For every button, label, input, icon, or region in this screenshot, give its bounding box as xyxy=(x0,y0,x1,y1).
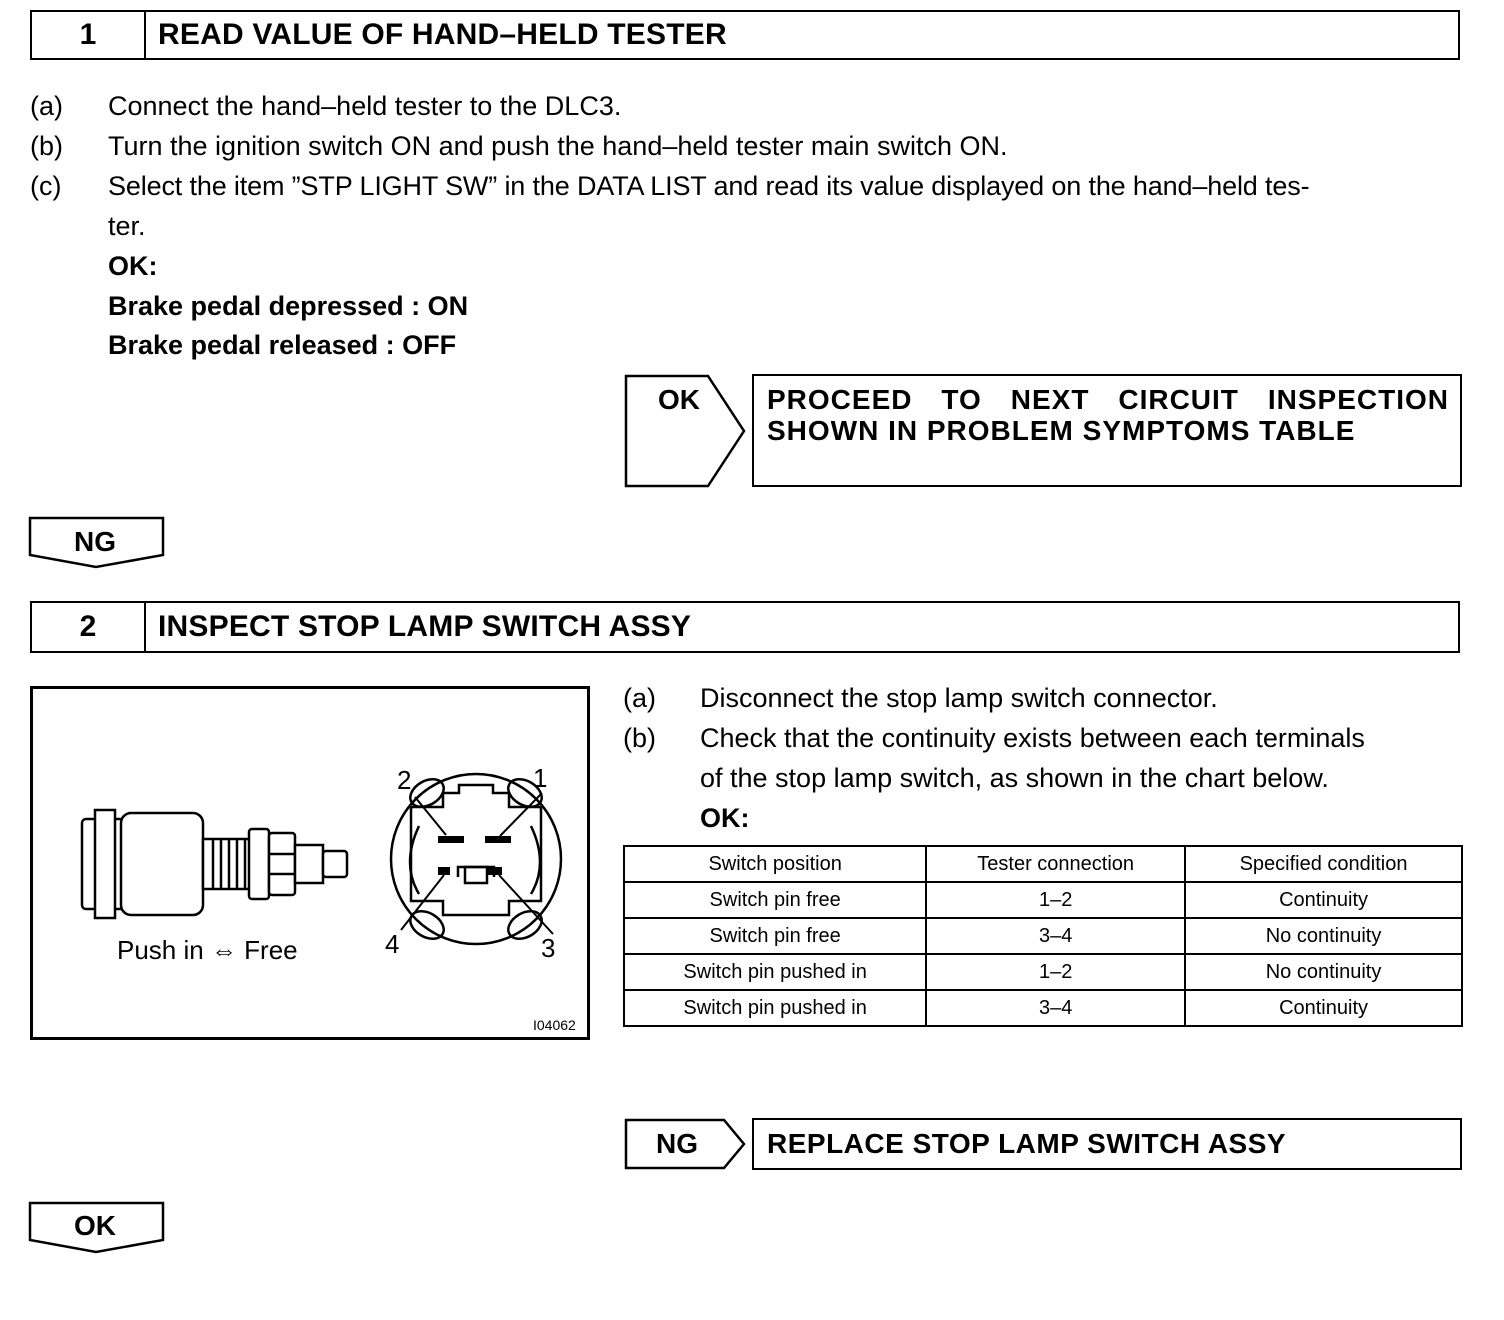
step-1-item-a-label: (a) xyxy=(30,91,63,121)
stop-lamp-switch-illustration xyxy=(33,689,587,1037)
table-cell: 3–4 xyxy=(926,918,1185,954)
table-cell: Continuity xyxy=(1185,990,1462,1026)
step-1-item-b-text: Turn the ignition switch ON and push the hand–held tester main switch ON. xyxy=(108,131,1008,161)
pin-2-label: 2 xyxy=(397,765,412,795)
step-1-item-c-text-cont: ter. xyxy=(108,211,146,241)
step-2-item-a-label: (a) xyxy=(623,683,656,713)
pin-3-label: 3 xyxy=(541,933,556,963)
continuity-table xyxy=(623,845,1463,1027)
step-2-item-b-label: (b) xyxy=(623,723,656,753)
table-cell: Switch pin pushed in xyxy=(624,954,926,990)
step-2-item-b-text: Check that the continuity exists between each terminals xyxy=(700,723,1365,753)
table-header: Tester connection xyxy=(926,846,1185,882)
pin-4-label: 4 xyxy=(385,929,400,959)
ok-result-box xyxy=(752,374,1462,487)
table-header: Specified condition xyxy=(1185,846,1462,882)
step-2-header xyxy=(30,601,1460,653)
stop-lamp-switch-figure xyxy=(30,686,590,1040)
step-1-title: READ VALUE OF HAND–HELD TESTER xyxy=(158,18,727,51)
step-2-item-b-text-cont: of the stop lamp switch, as shown in the chart below. xyxy=(700,763,1329,793)
table-cell: Switch pin free xyxy=(624,882,926,918)
table-cell: 3–4 xyxy=(926,990,1185,1026)
step-1-item-c-text: Select the item ”STP LIGHT SW” in the DATA LIST and read its value displayed on the hand–held tes- xyxy=(108,171,1310,201)
step-2-title: INSPECT STOP LAMP SWITCH ASSY xyxy=(158,610,692,643)
figure-code: I04062 xyxy=(533,1017,576,1033)
table-header-row xyxy=(624,846,1462,882)
step-1-header xyxy=(30,10,1460,60)
step-1-item-a-text: Connect the hand–held tester to the DLC3. xyxy=(108,91,622,121)
step-1-ok-line-1: Brake pedal depressed : ON xyxy=(108,291,469,321)
ok-result-line-2: SHOWN IN PROBLEM SYMPTOMS TABLE xyxy=(767,415,1356,446)
ng-result-text: REPLACE STOP LAMP SWITCH ASSY xyxy=(767,1128,1287,1159)
table-cell: 1–2 xyxy=(926,954,1185,990)
step-2-ok-label: OK: xyxy=(700,803,750,833)
table-row xyxy=(624,882,1462,918)
table-row xyxy=(624,918,1462,954)
table-row xyxy=(624,990,1462,1026)
table-cell: Switch pin pushed in xyxy=(624,990,926,1026)
step-1-number: 1 xyxy=(32,12,146,58)
step-1-item-c-label: (c) xyxy=(30,171,62,201)
table-header: Switch position xyxy=(624,846,926,882)
ng-result-box xyxy=(752,1118,1462,1170)
ok-result-line-1: PROCEED TO NEXT CIRCUIT INSPECTION xyxy=(767,384,1449,415)
ok-down-label: OK xyxy=(74,1210,116,1241)
step-1-ok-label: OK: xyxy=(108,251,158,281)
table-cell: No continuity xyxy=(1185,918,1462,954)
table-cell: Switch pin free xyxy=(624,918,926,954)
step-2-number: 2 xyxy=(32,603,146,651)
table-row xyxy=(624,954,1462,990)
step-2-item-a-text: Disconnect the stop lamp switch connector. xyxy=(700,683,1218,713)
table-cell: Continuity xyxy=(1185,882,1462,918)
table-cell: No continuity xyxy=(1185,954,1462,990)
ok-arrow-label: OK xyxy=(658,384,700,415)
pin-1-label: 1 xyxy=(533,763,548,793)
ng-arrow-label: NG xyxy=(656,1128,698,1159)
step-1-ok-line-2: Brake pedal released : OFF xyxy=(108,330,457,360)
figure-caption: Push in ⇔ Free xyxy=(117,935,298,965)
ng-down-label: NG xyxy=(74,526,116,557)
table-cell: 1–2 xyxy=(926,882,1185,918)
step-1-item-b-label: (b) xyxy=(30,131,63,161)
